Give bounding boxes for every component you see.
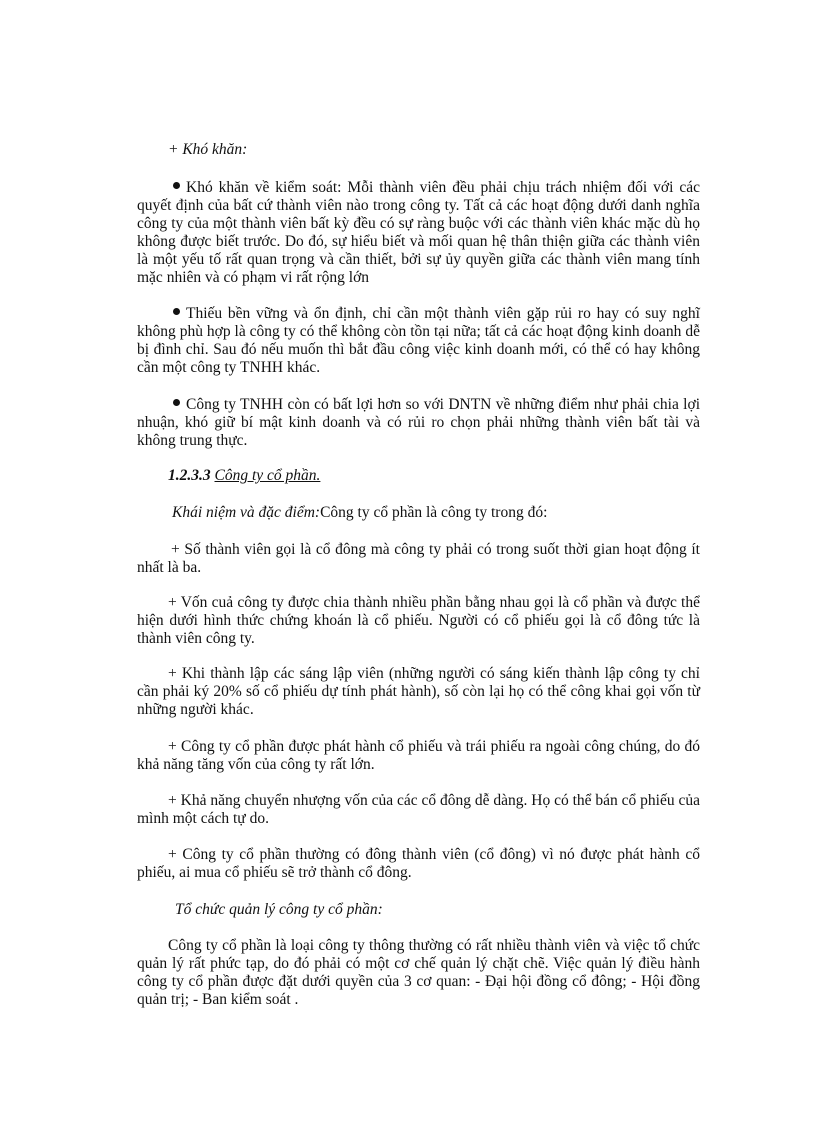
- kho-khan-heading: + Khó khăn:: [168, 141, 248, 158]
- bullet-paragraph-1: [137, 179, 700, 287]
- point-2: + Vốn cuả công ty được chia thành nhiều phần bằng nhau gọi là cổ phần và được thể hiện dưới hình thức chứng khoán là cổ phiếu. Người có cổ phiếu gọi là cổ đông tức là thành viên công ty.: [137, 594, 700, 647]
- concept-line: [172, 504, 735, 522]
- bullet-text: Thiếu bền vững và ổn định, chỉ cần một thành viên gặp rủi ro hay có suy nghĩ không phù hợp là công ty có thể không còn tồn tại nữa; tất cả các hoạt động kinh doanh dễ bị đình chỉ. Sau đó nếu muốn thì bắt đầu công việc kinh doanh mới, có thể có hay không cần một công ty TNHH khác.: [137, 305, 700, 376]
- point-5: + Khả năng chuyển nhượng vốn của các cổ đông dễ dàng. Họ có thể bán cổ phiếu của mình một cách tự do.: [137, 792, 700, 827]
- bullet-icon: [173, 399, 180, 406]
- bullet-icon: [173, 308, 180, 315]
- concept-label: Khái niệm và đặc điểm:: [172, 504, 321, 521]
- concept-text: Công ty cổ phần là công ty trong đó:: [320, 504, 548, 521]
- section-number: 1.2.3.3: [168, 467, 211, 484]
- section-heading: [168, 467, 731, 485]
- bullet-icon: [173, 182, 180, 189]
- bullet-text: Công ty TNHH còn có bất lợi hơn so với DNTN về những điểm như phải chia lợi nhuận, khó giữ bí mật kinh doanh và có rủi ro chọn phải những thành viên bất tài và không trung thực.: [137, 396, 700, 449]
- org-paragraph: Công ty cổ phần là loại công ty thông thường có rất nhiều thành viên và việc tổ chức quản lý rất phức tạp, do đó phải có một cơ chế quản lý chặt chẽ. Việc quản lý điều hành công ty cổ phần được đặt dưới quyền của 3 cơ quan: - Đại hội đồng cổ đông; - Hội đồng quản trị; - Ban kiểm soát .: [137, 937, 700, 1008]
- org-heading: Tổ chức quản lý công ty cổ phần:: [175, 901, 383, 918]
- bullet-paragraph-3: [137, 396, 700, 450]
- point-3: + Khi thành lập các sáng lập viên (những người có sáng kiến thành lập công ty chỉ cần phải ký 20% số cổ phiếu dự tính phát hành), số còn lại họ có thể công khai gọi vốn từ những người khác.: [137, 665, 700, 718]
- point-1: + Số thành viên gọi là cổ đông mà công ty phải có trong suốt thời gian hoạt động ít nhất là ba.: [137, 541, 700, 576]
- bullet-text: Khó khăn về kiểm soát: Mỗi thành viên đều phải chịu trách nhiệm đối với các quyết định của bất cứ thành viên nào trong công ty. Tất cả các hoạt động dưới danh nghĩa công ty của một thành viên bất kỳ đều có sự ràng buộc với các thành viên khác mặc dù họ không được biết trước. Do đó, sự hiểu biết và mối quan hệ thân thiện giữa các thành viên là một yếu tố rất quan trọng và cần thiết, bởi sự ủy quyền giữa các thành viên mang tính mặc nhiên và có phạm vi rất rộng lớn: [137, 179, 700, 286]
- point-6: + Công ty cổ phần thường có đông thành viên (cổ đông) vì nó được phát hành cổ phiếu, ai mua cổ phiếu sẽ trở thành cổ đông.: [137, 846, 700, 881]
- bullet-paragraph-2: [137, 305, 700, 377]
- point-4: + Công ty cổ phần được phát hành cổ phiếu và trái phiếu ra ngoài công chúng, do đó khả năng tăng vốn của công ty rất lớn.: [137, 738, 700, 773]
- section-title: Công ty cổ phần.: [214, 467, 321, 484]
